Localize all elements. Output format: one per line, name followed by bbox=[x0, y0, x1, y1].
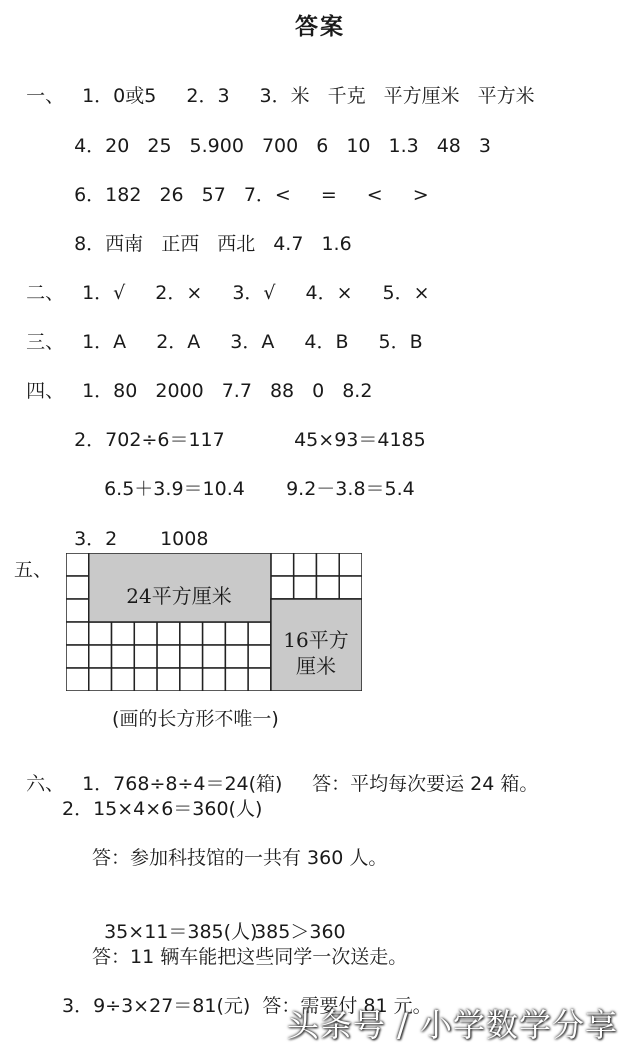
grid-cell bbox=[294, 576, 317, 599]
grid-cell bbox=[157, 668, 180, 691]
answer-item: 700 bbox=[261, 135, 299, 157]
answer-item: 2．3 bbox=[186, 85, 230, 107]
answer-item: 6.5＋3.9＝10.4 bbox=[104, 478, 245, 500]
grid-cell bbox=[225, 645, 248, 668]
section-6-line-4 bbox=[92, 896, 346, 944]
answer-item: 5．× bbox=[382, 282, 430, 304]
grid-cell bbox=[180, 668, 203, 691]
answer-item: 1．√ bbox=[82, 282, 126, 304]
answer-item: 4．B bbox=[304, 331, 349, 353]
answer-item: 3．2 bbox=[74, 528, 118, 550]
answer-item: 6 bbox=[316, 135, 329, 157]
section-5-label: 五、 bbox=[14, 559, 53, 581]
answer-item: 57 bbox=[201, 184, 226, 206]
answer-item: 25 bbox=[147, 135, 172, 157]
section-1-label: 一、 bbox=[26, 85, 65, 107]
answer-item: 平方米 bbox=[477, 85, 535, 107]
answer-item: > bbox=[412, 184, 429, 206]
answer-item: 1．A bbox=[82, 331, 127, 353]
grid-cell bbox=[66, 553, 89, 576]
section-4-line-2 bbox=[62, 404, 426, 452]
answer-item: 3．A bbox=[230, 331, 275, 353]
section-6-line-6: 3．9÷3×27＝81(元) 答：需要付 81 元。 bbox=[62, 995, 432, 1017]
grid-cell bbox=[134, 668, 157, 691]
grid-cell bbox=[112, 645, 135, 668]
figure-caption: (画的长方形不唯一) bbox=[112, 708, 279, 730]
grid-cell bbox=[248, 668, 271, 691]
answer-item: 48 bbox=[436, 135, 461, 157]
grid-cell bbox=[89, 622, 112, 645]
answer-item: 0 bbox=[312, 380, 325, 402]
answer-item: 8.2 bbox=[342, 380, 373, 402]
answer-item: 答：平均每次要运 24 箱。 bbox=[312, 773, 539, 795]
section-6-label: 六、 bbox=[26, 773, 65, 795]
answer-item: 2000 bbox=[155, 380, 204, 402]
grid-cell bbox=[89, 645, 112, 668]
section-4-line-3 bbox=[92, 453, 415, 501]
section-1-line-1 bbox=[14, 60, 535, 108]
rect-b-label-line-2: 厘米 bbox=[296, 654, 336, 678]
section-3-label: 三、 bbox=[26, 331, 65, 353]
section-1-line-3 bbox=[62, 159, 429, 207]
page-title: 答案 bbox=[295, 14, 345, 40]
grid-cell bbox=[339, 576, 362, 599]
section-2-label: 二、 bbox=[26, 282, 65, 304]
section-1-line-4 bbox=[62, 208, 352, 256]
answer-item: 2．× bbox=[155, 282, 203, 304]
answer-item: 4．20 bbox=[74, 135, 130, 157]
answer-item: 西北 bbox=[217, 233, 256, 255]
section-4-line-4 bbox=[62, 503, 208, 551]
grid-cell bbox=[66, 576, 89, 599]
answer-item: 385＞360 bbox=[254, 921, 346, 943]
answer-item: 3．米 bbox=[259, 85, 310, 107]
answer-item: 45×93＝4185 bbox=[294, 429, 426, 451]
answer-item: 6．182 bbox=[74, 184, 142, 206]
rect-a-label: 24平方厘米 bbox=[126, 584, 232, 608]
answer-item: 26 bbox=[159, 184, 184, 206]
grid-cell bbox=[203, 668, 226, 691]
grid-cell bbox=[157, 622, 180, 645]
answer-item: 1.6 bbox=[321, 233, 352, 255]
answer-item: = bbox=[320, 184, 337, 206]
rect-b-label-line-1: 16平方 bbox=[283, 628, 349, 652]
section-6-line-3: 答：参加科技馆的一共有 360 人。 bbox=[92, 847, 388, 869]
answer-item: 88 bbox=[269, 380, 295, 402]
grid-cell bbox=[203, 645, 226, 668]
grid-cell bbox=[248, 622, 271, 645]
answer-item: 1．0或5 bbox=[82, 85, 157, 107]
grid-cell bbox=[271, 576, 294, 599]
answer-item: 4.7 bbox=[273, 233, 304, 255]
grid-cell bbox=[134, 622, 157, 645]
grid-cell bbox=[134, 645, 157, 668]
answer-item: 9.2－3.8＝5.4 bbox=[286, 478, 415, 500]
answer-item: 平方厘米 bbox=[383, 85, 460, 107]
grid-cell bbox=[66, 622, 89, 645]
answer-item: 3 bbox=[478, 135, 491, 157]
grid-cell bbox=[180, 645, 203, 668]
answer-item: 5.900 bbox=[189, 135, 244, 157]
answer-item: 1．80 bbox=[82, 380, 138, 402]
section-2-line bbox=[14, 257, 430, 305]
answer-item: 4．× bbox=[305, 282, 353, 304]
answer-item: 2．A bbox=[156, 331, 201, 353]
watermark: 头条号 / 小学数学分享 bbox=[286, 1006, 618, 1044]
answer-item: 1008 bbox=[160, 528, 209, 550]
grid-cell bbox=[66, 645, 89, 668]
grid-cell bbox=[294, 553, 317, 576]
grid-cell bbox=[180, 622, 203, 645]
answer-item: 35×11＝385(人) bbox=[104, 921, 258, 943]
answer-item: < bbox=[366, 184, 383, 206]
section-4-label: 四、 bbox=[26, 380, 65, 402]
section-1-line-2 bbox=[62, 110, 491, 158]
grid-cell bbox=[203, 622, 226, 645]
section-6-line-1 bbox=[14, 748, 538, 796]
grid-cell bbox=[225, 668, 248, 691]
grid-cell bbox=[339, 553, 362, 576]
grid-cell bbox=[89, 668, 112, 691]
rect-b-label bbox=[272, 627, 360, 679]
answer-item: 2．702÷6＝117 bbox=[74, 429, 225, 451]
grid-cell bbox=[316, 553, 339, 576]
answer-item: 1.3 bbox=[388, 135, 419, 157]
grid-cell bbox=[271, 553, 294, 576]
section-6-line-2: 2．15×4×6＝360(人) bbox=[62, 798, 263, 820]
answer-item: 正西 bbox=[161, 233, 200, 255]
answer-item: 5．B bbox=[378, 331, 423, 353]
grid-cell bbox=[66, 668, 89, 691]
grid-cell bbox=[225, 622, 248, 645]
answer-item: 10 bbox=[346, 135, 371, 157]
grid-cell bbox=[316, 576, 339, 599]
section-3-line bbox=[14, 306, 423, 354]
answer-item: 7．< bbox=[243, 184, 291, 206]
answer-item: 3．√ bbox=[232, 282, 276, 304]
grid-cell bbox=[112, 668, 135, 691]
grid-cell bbox=[157, 645, 180, 668]
grid-cell bbox=[112, 622, 135, 645]
section-4-line-1 bbox=[14, 355, 372, 403]
section-6-line-5: 答：11 辆车能把这些同学一次送走。 bbox=[92, 946, 408, 968]
answer-item: 8．西南 bbox=[74, 233, 144, 255]
grid-cell bbox=[66, 599, 89, 622]
answer-item: 7.7 bbox=[221, 380, 252, 402]
answer-item: 1．768÷8÷4＝24(箱) bbox=[82, 773, 283, 795]
answer-item: 千克 bbox=[327, 85, 366, 107]
grid-cell bbox=[248, 645, 271, 668]
